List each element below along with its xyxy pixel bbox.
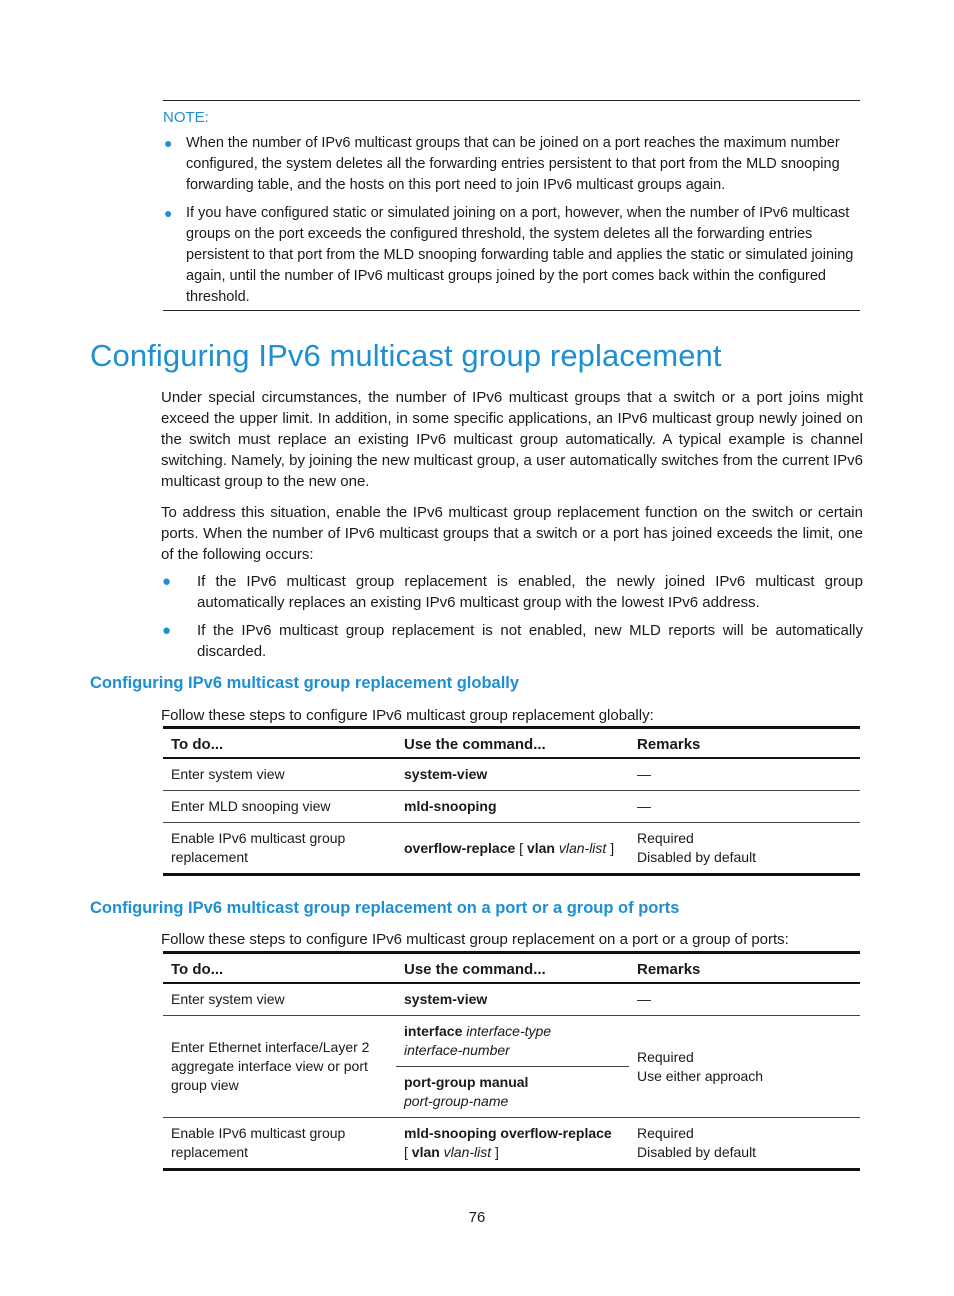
- bullet-icon: ●: [162, 622, 172, 639]
- note-item: ● When the number of IPv6 multicast groups that can be joined on a port reaches the maximum number configured, the system deletes all the forwarding entries persistent to that port from the MLD snooping forwarding table, and the hosts on this port need to join IPv6 multicast groups again.: [164, 135, 840, 193]
- note-label: NOTE:: [163, 109, 209, 126]
- note-box: [163, 100, 860, 311]
- cell-command: mld-snooping: [396, 791, 629, 823]
- cell-remark: Required Use either approach: [629, 1016, 860, 1118]
- cell-command: system-view: [396, 758, 629, 791]
- cell-remark: —: [629, 791, 860, 823]
- page-number: 76: [468, 1209, 486, 1226]
- column-header: Remarks: [629, 953, 860, 984]
- section-title: Configuring IPv6 multicast group replacement: [90, 338, 722, 373]
- table-row: [163, 983, 860, 1016]
- command-table-global: [163, 726, 860, 876]
- table-intro: Follow these steps to configure IPv6 multicast group replacement on a port or a group of ports:: [161, 931, 789, 948]
- cell-todo: Enter system view: [163, 983, 396, 1016]
- cell-todo: Enable IPv6 multicast group replacement: [163, 823, 396, 875]
- cell-remark: Required Disabled by default: [629, 823, 860, 875]
- command-table-port: [163, 951, 860, 1171]
- table-row: [163, 758, 860, 791]
- note-list: [163, 133, 860, 308]
- table-header-row: [163, 728, 860, 759]
- column-header: Use the command...: [396, 953, 629, 984]
- table-row: [163, 791, 860, 823]
- bullet-list: [161, 571, 863, 669]
- subsection-heading: Configuring IPv6 multicast group replacement globally: [90, 674, 520, 692]
- table-intro: Follow these steps to configure IPv6 multicast group replacement globally:: [161, 707, 654, 724]
- table-row: [163, 1118, 860, 1170]
- cell-remark: —: [629, 758, 860, 791]
- command-option: interface interface-type interface-number: [396, 1016, 629, 1067]
- column-header: To do...: [163, 953, 396, 984]
- table-row: [163, 823, 860, 875]
- cell-remark: —: [629, 983, 860, 1016]
- cell-remark: Required Disabled by default: [629, 1118, 860, 1170]
- list-item: ● If the IPv6 multicast group replacement is enabled, the newly joined IPv6 multicast group automatically replaces an existing IPv6 multicast group with the lowest IPv6 address.: [162, 573, 863, 611]
- cell-todo: Enter system view: [163, 758, 396, 791]
- table-row: [163, 1016, 860, 1118]
- subsection-heading: Configuring IPv6 multicast group replacement on a port or a group of ports: [90, 899, 680, 917]
- note-item: ● If you have configured static or simulated joining on a port, however, when the number of IPv6 multicast groups on the port exceeds the configured threshold, the system deletes all the forwarding entries persistent to that port from the MLD snooping forwarding table and applies the static or simulated joining again, until the number of IPv6 multicast groups joined by the port comes back within the configured threshold.: [164, 205, 854, 305]
- bullet-icon: ●: [162, 573, 172, 590]
- cell-command: overflow-replace [ vlan vlan-list ]: [396, 823, 629, 875]
- bullet-icon: ●: [164, 135, 173, 151]
- bullet-icon: ●: [164, 205, 173, 221]
- cell-todo: Enable IPv6 multicast group replacement: [163, 1118, 396, 1170]
- column-header: Remarks: [629, 728, 860, 759]
- paragraph: Under special circumstances, the number of IPv6 multicast groups that a switch or a port joins might exceed the upper limit. In addition, in some specific applications, an IPv6 multicast group newly joined on the switch must replace an existing IPv6 multicast group automatically. A typical example is channel switching. Namely, by joining the new multicast group, a user automatically switches from the current IPv6 multicast group to the new one.: [161, 389, 863, 490]
- cell-command: [396, 1016, 629, 1118]
- column-header: To do...: [163, 728, 396, 759]
- cell-command: system-view: [396, 983, 629, 1016]
- paragraph: To address this situation, enable the IPv6 multicast group replacement function on the switch or certain ports. When the number of IPv6 multicast groups that a switch or a port has joined exceeds the limit, one of the following occurs:: [161, 504, 863, 563]
- command-option: port-group manual port-group-name: [404, 1074, 529, 1109]
- cell-todo: Enter Ethernet interface/Layer 2 aggregate interface view or port group view: [163, 1016, 396, 1118]
- cell-todo: Enter MLD snooping view: [163, 791, 396, 823]
- list-item: ● If the IPv6 multicast group replacement is not enabled, new MLD reports will be automatically discarded.: [162, 622, 863, 660]
- table-header-row: [163, 953, 860, 984]
- cell-command: mld-snooping overflow-replace [ vlan vlan-list ]: [396, 1118, 629, 1170]
- column-header: Use the command...: [396, 728, 629, 759]
